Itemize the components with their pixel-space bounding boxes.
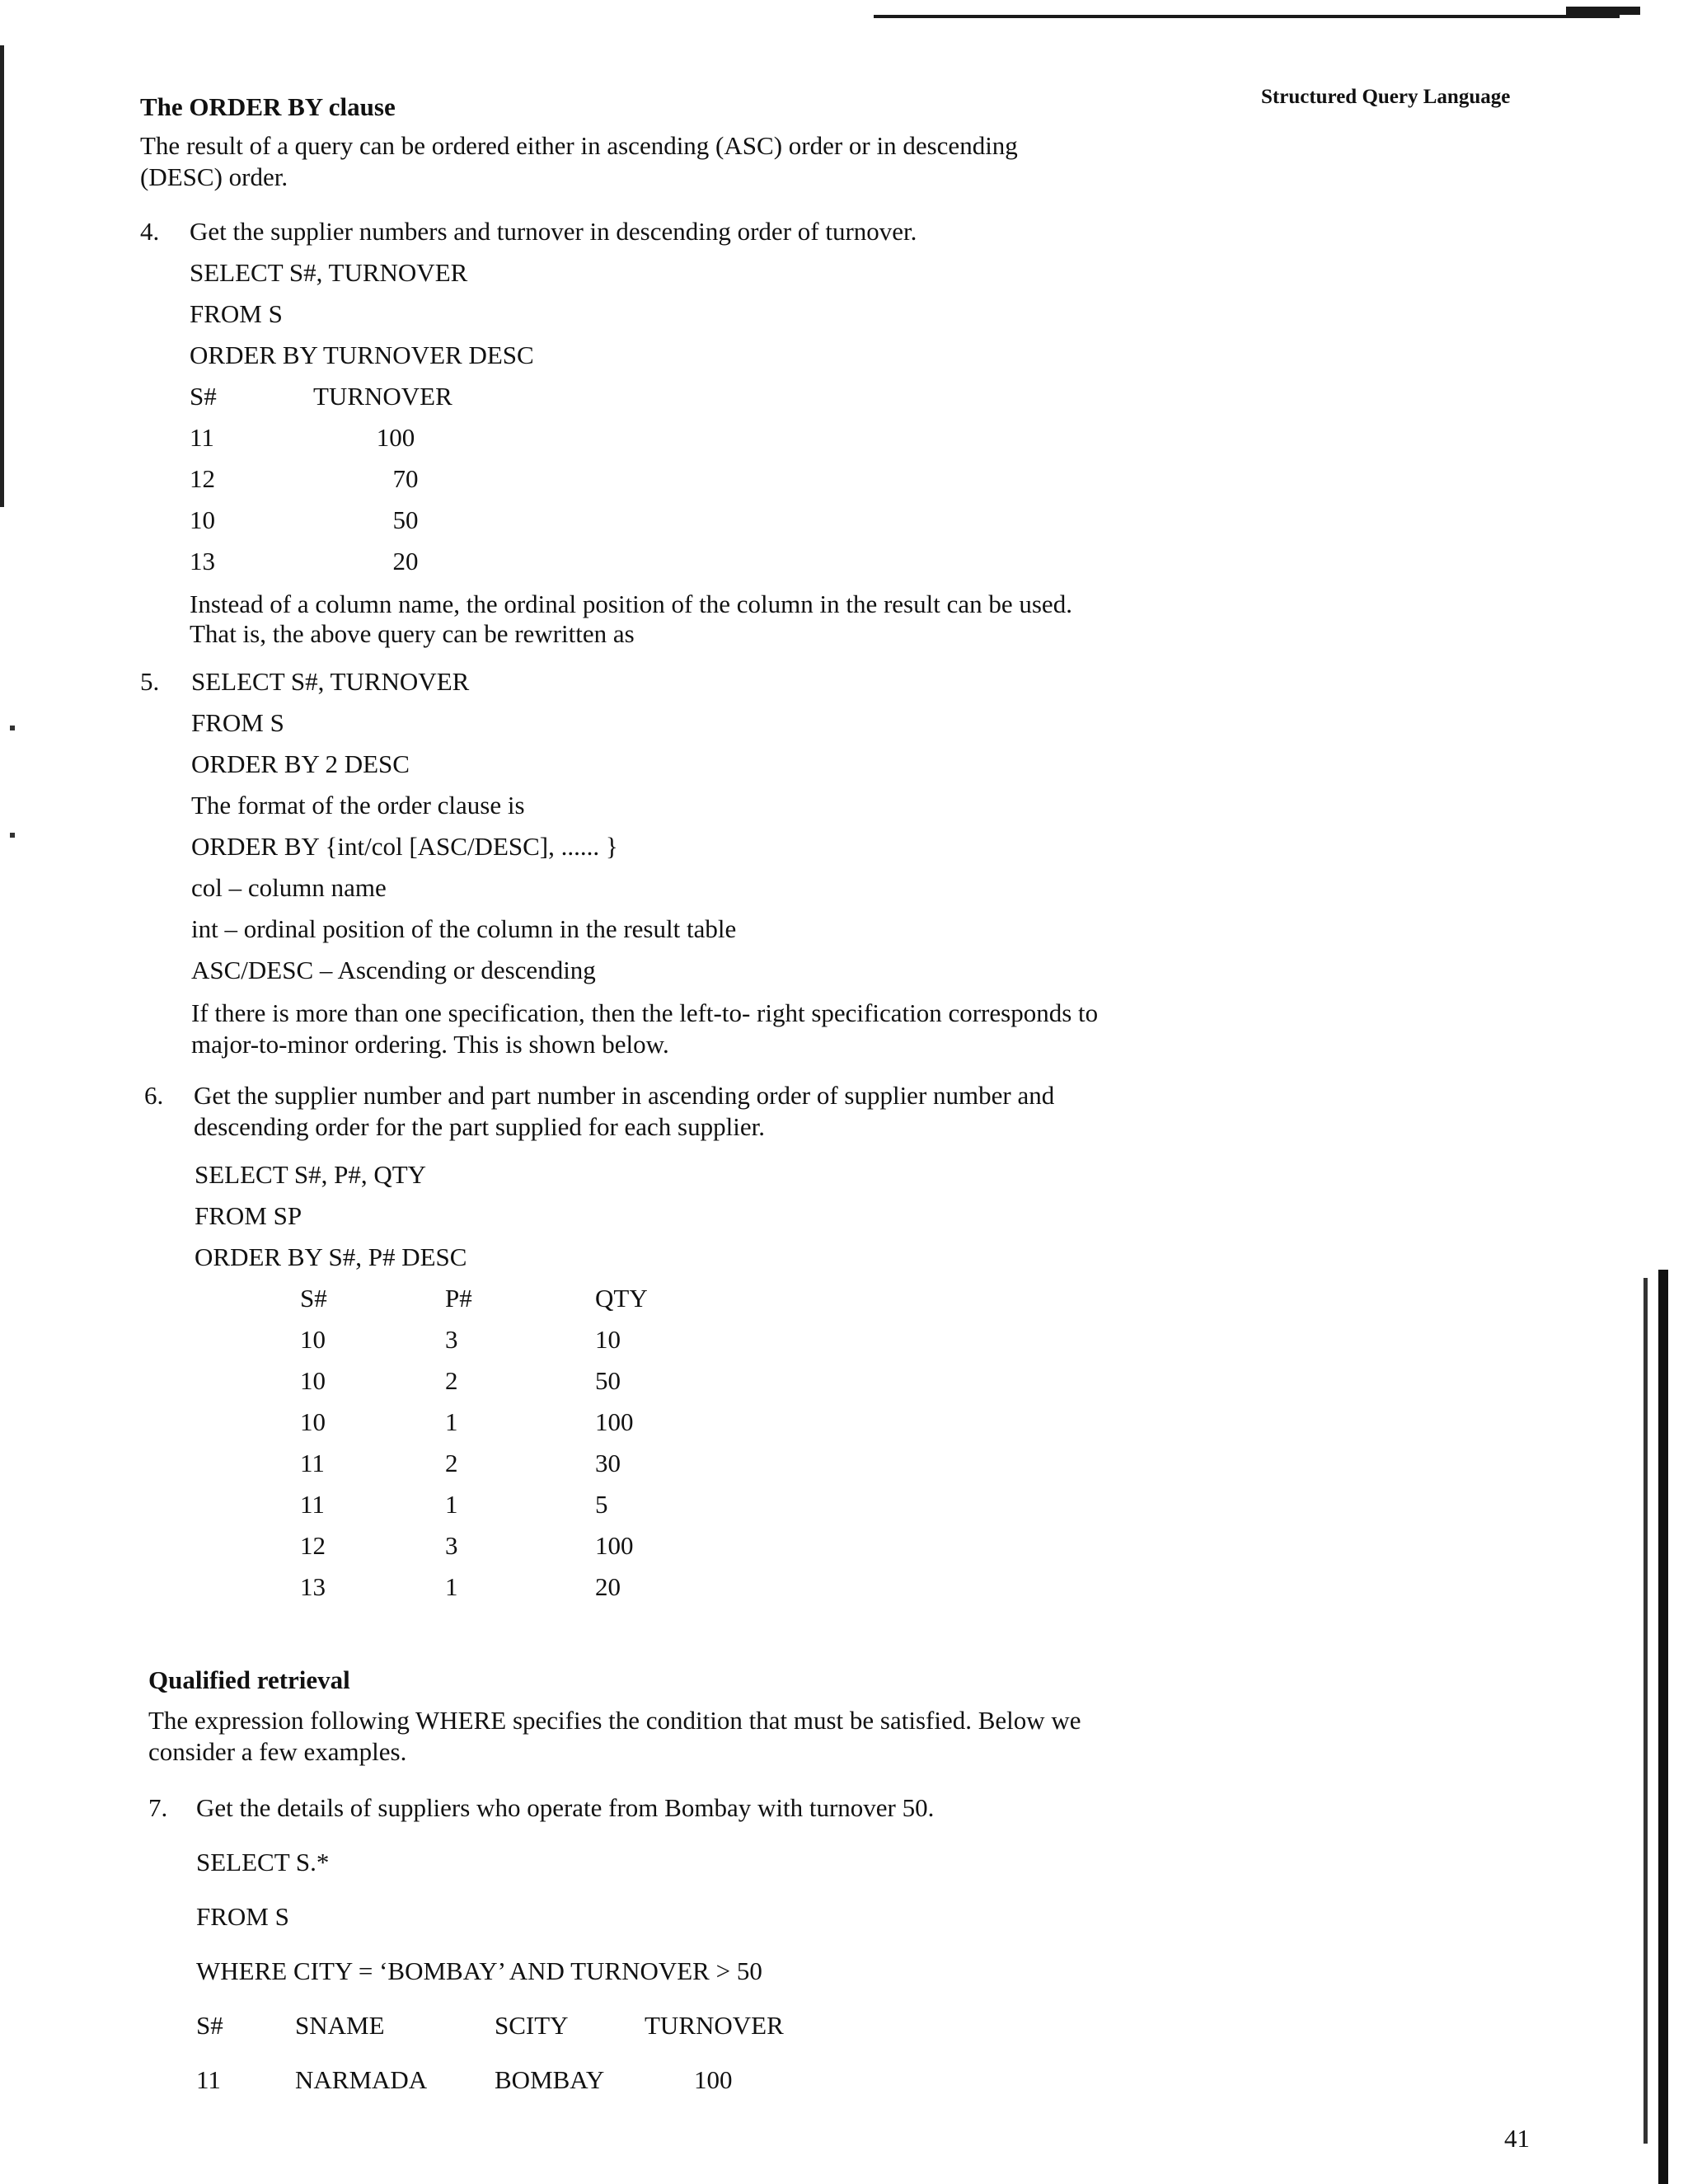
q5-format-line-5: ASC/DESC – Ascending or descending bbox=[191, 956, 596, 984]
table-header-row bbox=[196, 2010, 809, 2064]
scan-right-edge bbox=[1658, 1270, 1668, 2184]
table-cell: 10 bbox=[300, 1366, 326, 1395]
table-cell: 11 bbox=[300, 1449, 325, 1477]
column-header: S# bbox=[190, 382, 217, 411]
table-cell: 50 bbox=[392, 505, 419, 534]
running-head: Structured Query Language bbox=[1261, 86, 1511, 108]
table-cell: 20 bbox=[595, 1572, 621, 1601]
order-by-intro-line-1: The result of a query can be ordered either in ascending (ASC) order or in descending bbox=[140, 131, 1018, 160]
column-header: TURNOVER bbox=[645, 2011, 784, 2040]
table-cell: 10 bbox=[300, 1325, 326, 1354]
q6-sql-line-3: ORDER BY S#, P# DESC bbox=[195, 1242, 467, 1271]
table-row bbox=[190, 422, 478, 463]
table-row bbox=[300, 1571, 694, 1613]
table-cell: 50 bbox=[595, 1366, 621, 1395]
q5-format-line-1: The format of the order clause is bbox=[191, 791, 525, 820]
column-header: SCITY bbox=[495, 2011, 569, 2040]
qualified-intro-line-2: consider a few examples. bbox=[148, 1737, 407, 1766]
column-header: S# bbox=[196, 2011, 223, 2040]
table-cell: BOMBAY bbox=[495, 2065, 605, 2094]
table-cell: 1 bbox=[445, 1407, 458, 1436]
q5-number: 5. bbox=[140, 667, 160, 696]
table-row bbox=[300, 1448, 694, 1489]
q6-result-table bbox=[300, 1283, 694, 1613]
q4-note-line-2: That is, the above query can be rewritten as bbox=[190, 619, 635, 648]
scan-right-edge-inner bbox=[1643, 1278, 1648, 2144]
table-cell: 1 bbox=[445, 1572, 458, 1601]
q4-note-line-1: Instead of a column name, the ordinal position of the column in the result can be used. bbox=[190, 589, 1072, 618]
table-cell: 100 bbox=[694, 2065, 733, 2094]
section-heading-qualified-retrieval: Qualified retrieval bbox=[148, 1665, 350, 1694]
table-cell: 20 bbox=[392, 547, 419, 575]
table-cell: 1 bbox=[445, 1490, 458, 1519]
table-header-row bbox=[300, 1283, 694, 1324]
q7-sql-line-2: FROM S bbox=[196, 1902, 289, 1931]
table-cell: 12 bbox=[190, 464, 215, 493]
table-cell: 11 bbox=[196, 2065, 221, 2094]
q4-text: Get the supplier numbers and turnover in descending order of turnover. bbox=[190, 217, 917, 246]
q5-format-line-2: ORDER BY {int/col [ASC/DESC], ...... } bbox=[191, 832, 618, 861]
table-cell: 70 bbox=[392, 464, 419, 493]
table-row bbox=[300, 1365, 694, 1407]
section-heading-order-by: The ORDER BY clause bbox=[140, 92, 396, 121]
q7-text: Get the details of suppliers who operate from Bombay with turnover 50. bbox=[196, 1793, 935, 1822]
table-row bbox=[300, 1324, 694, 1365]
table-cell: 2 bbox=[445, 1366, 458, 1395]
scan-left-edge bbox=[0, 45, 4, 507]
q4-sql-line-1: SELECT S#, TURNOVER bbox=[190, 258, 468, 287]
table-row bbox=[190, 546, 478, 587]
column-header: SNAME bbox=[295, 2011, 385, 2040]
q4-sql-line-3: ORDER BY TURNOVER DESC bbox=[190, 341, 534, 369]
q5-sql-line-2: FROM S bbox=[191, 708, 284, 737]
q6-text-line-1: Get the supplier number and part number in ascending order of supplier number and bbox=[194, 1081, 1055, 1110]
table-row bbox=[190, 505, 478, 546]
table-cell: 100 bbox=[376, 423, 415, 452]
table-cell: 13 bbox=[300, 1572, 326, 1601]
q5-format-line-3: col – column name bbox=[191, 873, 387, 902]
table-cell: 11 bbox=[300, 1490, 325, 1519]
page-number: 41 bbox=[1504, 2124, 1530, 2153]
scan-dot bbox=[10, 726, 15, 730]
q7-sql-line-3: WHERE CITY = ‘BOMBAY’ AND TURNOVER > 50 bbox=[196, 1956, 762, 1985]
column-header: S# bbox=[300, 1284, 327, 1313]
scan-edge-line bbox=[874, 15, 1620, 18]
table-cell: 13 bbox=[190, 547, 215, 575]
table-cell: 3 bbox=[445, 1325, 458, 1354]
table-cell: 3 bbox=[445, 1531, 458, 1560]
table-cell: 2 bbox=[445, 1449, 458, 1477]
q5-sql-line-3: ORDER BY 2 DESC bbox=[191, 749, 410, 778]
order-by-intro-line-2: (DESC) order. bbox=[140, 162, 288, 191]
q6-number: 6. bbox=[144, 1081, 164, 1110]
table-row bbox=[300, 1530, 694, 1571]
q5-note-line-2: major-to-minor ordering. This is shown below. bbox=[191, 1030, 669, 1059]
scan-dot bbox=[10, 833, 15, 838]
q7-number: 7. bbox=[148, 1793, 168, 1822]
qualified-intro-line-1: The expression following WHERE specifies the condition that must be satisfied. Below we bbox=[148, 1706, 1081, 1735]
table-cell: 100 bbox=[595, 1407, 634, 1436]
q5-note-line-1: If there is more than one specification, then the left-to- right specification corresponds to bbox=[191, 998, 1099, 1027]
column-header: QTY bbox=[595, 1284, 648, 1313]
table-cell: 10 bbox=[190, 505, 215, 534]
table-row bbox=[196, 2064, 809, 2106]
table-row bbox=[300, 1489, 694, 1530]
q5-format-line-4: int – ordinal position of the column in the result table bbox=[191, 914, 737, 943]
q5-sql-line-1: SELECT S#, TURNOVER bbox=[191, 667, 470, 696]
q6-sql-line-1: SELECT S#, P#, QTY bbox=[195, 1160, 427, 1189]
q6-text-line-2: descending order for the part supplied for each supplier. bbox=[194, 1112, 765, 1141]
table-row bbox=[190, 463, 478, 505]
table-row bbox=[300, 1407, 694, 1448]
column-header: P# bbox=[445, 1284, 472, 1313]
table-cell: 11 bbox=[190, 423, 214, 452]
q4-number: 4. bbox=[140, 217, 160, 246]
table-cell: 12 bbox=[300, 1531, 326, 1560]
column-header: TURNOVER bbox=[313, 382, 452, 411]
q4-sql-line-2: FROM S bbox=[190, 299, 283, 328]
table-cell: NARMADA bbox=[295, 2065, 428, 2094]
scan-edge-mark bbox=[1566, 7, 1640, 15]
q7-sql-line-1: SELECT S.* bbox=[196, 1848, 330, 1876]
q6-sql-line-2: FROM SP bbox=[195, 1201, 302, 1230]
table-cell: 30 bbox=[595, 1449, 621, 1477]
table-cell: 100 bbox=[595, 1531, 634, 1560]
table-header-row bbox=[190, 381, 478, 422]
table-cell: 10 bbox=[595, 1325, 621, 1354]
table-cell: 10 bbox=[300, 1407, 326, 1436]
table-cell: 5 bbox=[595, 1490, 608, 1519]
q4-result-table bbox=[190, 381, 478, 587]
q7-result-table bbox=[196, 2010, 809, 2106]
